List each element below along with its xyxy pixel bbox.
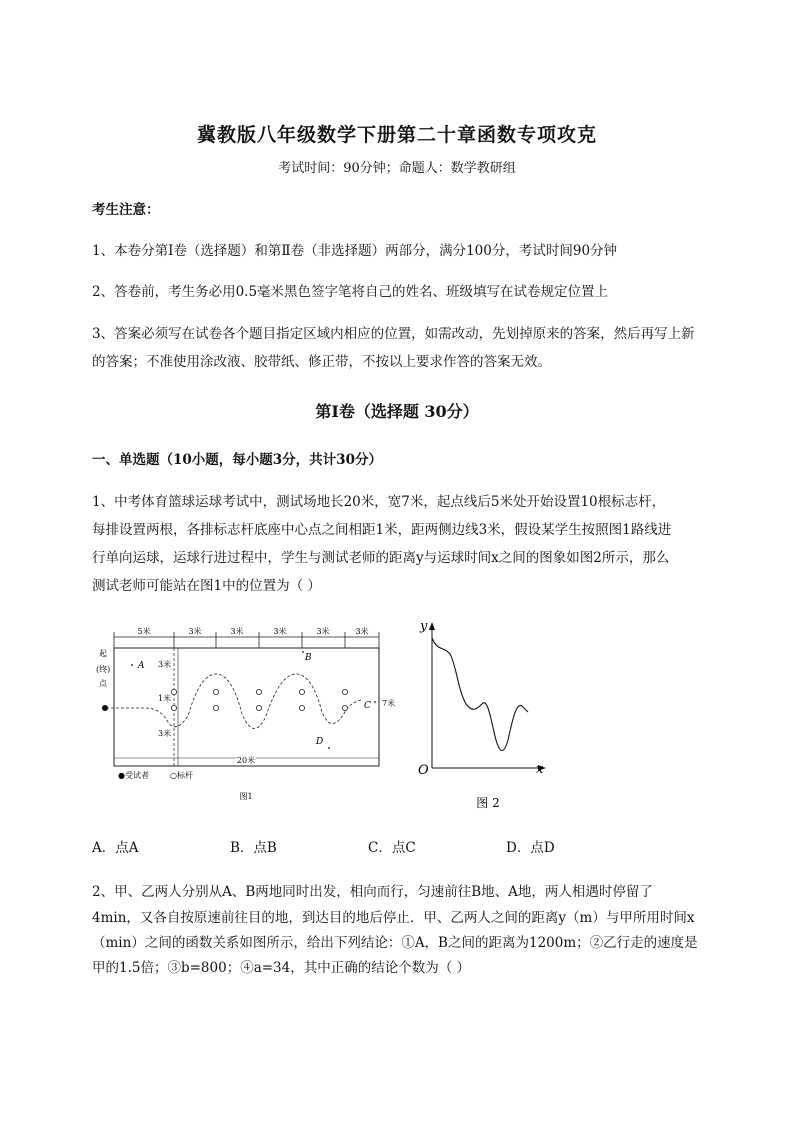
dim-top-3m-5: 3米 <box>355 627 369 636</box>
y-axis-label: y <box>420 619 428 634</box>
notice-item-1: 1、本卷分第I卷（选择题）和第Ⅱ卷（非选择题）两部分，满分100分，考试时间90分钟 <box>92 243 618 259</box>
q2-line-2: 4min，又各自按原速前往目的地，到达目的地后停止．甲、乙两人之间的距离y（m）与甲所用时间x <box>92 910 695 926</box>
q2-line-3: （min）之间的函数关系如图所示，给出下列结论：①A，B之间的距离为1200m；②乙行走的速度是 <box>92 935 698 951</box>
q2-line-4: 甲的1.5倍；③b=800；④a=34，其中正确的结论个数为（ ） <box>92 960 471 976</box>
figure-1-caption: 图1 <box>239 792 253 801</box>
notice-item-3-cont: 的答案；不准使用涂改液、胶带纸、修正带，不按以上要求作答的答案无效。 <box>92 354 551 370</box>
legend-student: ●受试者 <box>118 771 149 780</box>
origin-label: O <box>418 763 429 778</box>
point-d-label: D <box>316 737 324 747</box>
q1-option-d[interactable]: D．点D <box>506 840 555 856</box>
dim-top-3m-3: 3米 <box>273 627 287 636</box>
dim-right-7m: 7米 <box>382 699 396 708</box>
q1-line-2: 每排设置两根，各排标志杆底座中心点之间相距1米，距两侧边线3米，假设某学生按照图1路线进 <box>92 522 672 538</box>
exam-info: 考试时间：90分钟；命题人：数学教研组 <box>278 161 516 176</box>
figure-2-caption: 图 2 <box>476 796 500 810</box>
legend-pole: ○标杆 <box>170 771 193 780</box>
start-label-1: 起 <box>99 649 107 658</box>
q1-option-c[interactable]: C．点C <box>368 840 416 856</box>
section-title: 第I卷（选择题 30分） <box>315 402 479 421</box>
dim-top-5m: 5米 <box>137 627 151 636</box>
start-label-2: (终) <box>96 665 111 674</box>
dim-top-3m-1: 3米 <box>188 627 202 636</box>
q2-line-1: 2、甲、乙两人分别从A、B两地同时出发，相向而行，匀速前往B地、A地，两人相遇时停留了 <box>92 884 653 900</box>
q1-line-1: 1、中考体育篮球运球考试中，测试场地长20米，宽7米，起点线后5米处开始设置10根标志杆， <box>92 494 666 510</box>
point-a-label: A <box>138 661 145 671</box>
figure-1-field <box>96 624 406 804</box>
dim-left-3m-bottom: 3米 <box>158 729 172 738</box>
page-title: 冀教版八年级数学下册第二十章函数专项攻克 <box>196 124 597 146</box>
part-heading: 一、单选题（10小题，每小题3分，共计30分） <box>92 452 382 468</box>
q1-line-4: 测试老师可能站在图1中的位置为（ ） <box>92 578 321 594</box>
dim-top-3m-4: 3米 <box>316 627 330 636</box>
q1-option-b[interactable]: B．点B <box>230 840 277 856</box>
q1-line-3: 行单向运球，运球行进过程中，学生与测试老师的距离y与运球时间x之间的图象如图2所示，那么 <box>92 550 670 566</box>
dim-top-3m-2: 3米 <box>230 627 244 636</box>
notice-item-3: 3、答案必须写在试卷各个题目指定区域内相应的位置，如需改动，先划掉原来的答案，然后再写上新 <box>92 326 695 342</box>
notice-item-2: 2、答卷前，考生务必用0.5毫米黑色签字笔将自己的姓名、班级填写在试卷规定位置上 <box>92 284 609 300</box>
notice-heading: 考生注意： <box>92 202 160 218</box>
dim-left-3m-top: 3米 <box>158 660 172 669</box>
point-c-label: C <box>364 701 371 711</box>
point-b-label: B <box>305 653 312 663</box>
q1-option-a[interactable]: A．点A <box>92 840 139 856</box>
dim-bottom-20m: 20米 <box>236 756 256 765</box>
x-axis-label: x <box>536 762 544 777</box>
start-label-3: 点 <box>99 679 107 688</box>
dim-left-1m: 1米 <box>158 694 172 703</box>
figure-2-graph <box>412 616 562 816</box>
student-dot <box>102 705 108 711</box>
